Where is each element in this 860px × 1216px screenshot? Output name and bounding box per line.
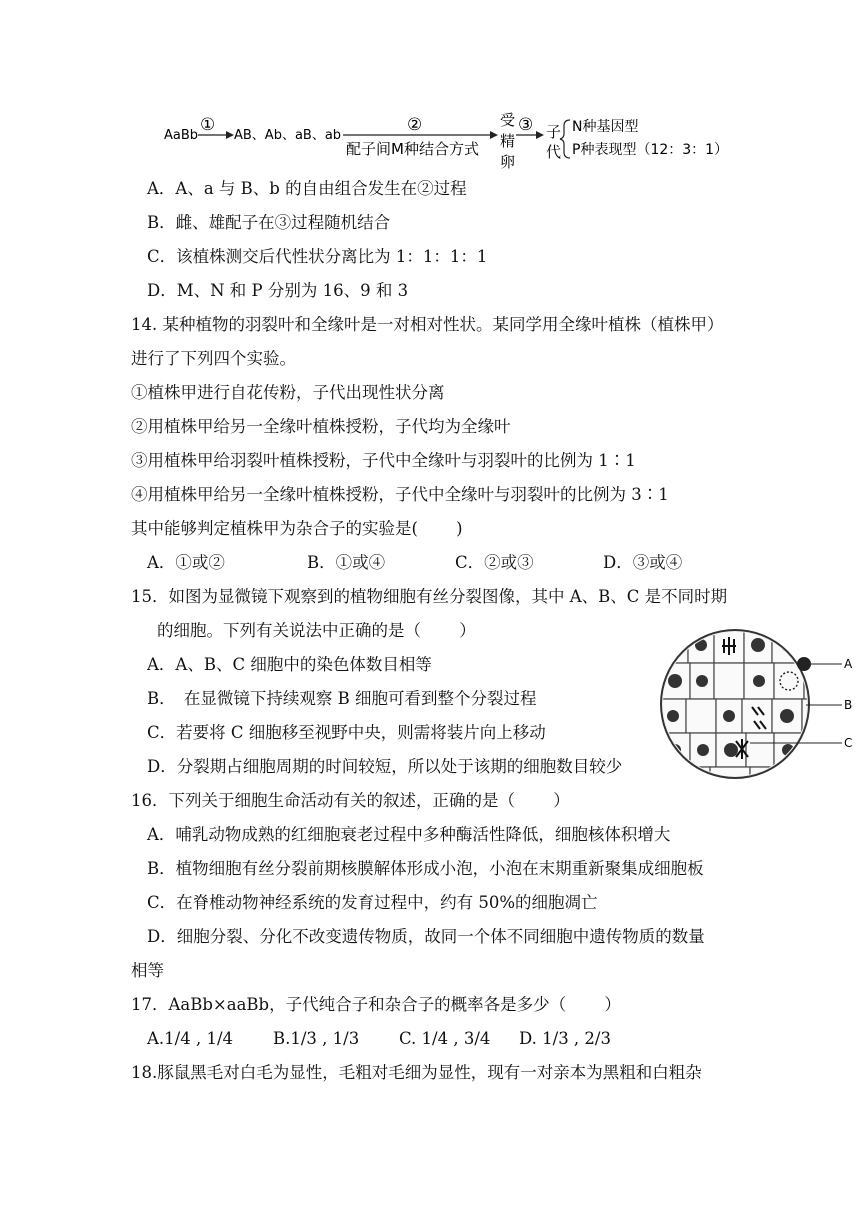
label-c: C <box>844 736 853 750</box>
q14-item-4: ④用植株甲给另一全缘叶植株授粉，子代中全缘叶与羽裂叶的比例为 3∶1 <box>131 485 669 504</box>
q15-stem-line1: 15．如图为显微镜下观察到的植物细胞有丝分裂图像，其中 A、B、C 是不同时期 <box>131 587 728 606</box>
fertilized-egg-2: 精 <box>500 132 516 150</box>
q14-item-3: ③用植株甲给羽裂叶植株授粉，子代中全缘叶与羽裂叶的比例为 1∶1 <box>131 451 636 470</box>
q17-option-a: A.1/4 , 1/4 <box>147 1029 234 1048</box>
q15-stem-line2: 的细胞。下列有关说法中正确的是（ ） <box>157 621 476 640</box>
q16-stem: 16．下列关于细胞生命活动有关的叙述，正确的是（ ） <box>131 791 570 810</box>
q15-option-d: D．分裂期占细胞周期的时间较短，所以处于该期的细胞数目较少 <box>147 757 623 776</box>
q14-option-d: D．③或④ <box>603 553 683 572</box>
genetics-flow-diagram <box>160 112 760 174</box>
q14-question: 其中能够判定植株甲为杂合子的实验是( ) <box>131 519 463 538</box>
fertilized-egg-1: 受 <box>500 112 516 129</box>
step1-marker: ① <box>200 115 216 135</box>
q13-option-b: B．雌、雄配子在③过程随机结合 <box>147 213 391 232</box>
q18-stem: 18.豚鼠黑毛对白毛为显性，毛粗对毛细为显性，现有一对亲本为黑粗和白粗杂 <box>131 1063 702 1082</box>
q13-option-a: A．A、a 与 B、b 的自由组合发生在②过程 <box>147 179 467 198</box>
step3-marker: ③ <box>518 115 534 135</box>
q17-stem: 17．AaBb×aaBb，子代纯合子和杂合子的概率各是多少（ ） <box>131 995 621 1014</box>
offspring-2: 代 <box>546 143 562 161</box>
genotype-count: N种基因型 <box>572 119 639 135</box>
arrow1-head <box>226 131 234 139</box>
phenotype-count: P种表现型（12：3：1） <box>572 142 729 158</box>
arrow2-head <box>490 131 498 139</box>
q16-option-a: A．哺乳动物成熟的红细胞衰老过程中多种酶活性降低，细胞核体积增大 <box>147 825 671 844</box>
parent-genotype: AaBb <box>164 128 199 143</box>
q14-option-a: A．①或② <box>147 553 225 572</box>
q15-option-a: A．A、B、C 细胞中的染色体数目相等 <box>147 655 432 674</box>
q17-option-d: D. 1/3 , 2/3 <box>519 1029 611 1048</box>
q14-stem-line2: 进行了下列四个实验。 <box>131 349 296 368</box>
q13-option-c: C．该植株测交后代性状分离比为 1：1：1：1 <box>147 247 488 266</box>
q17-options <box>147 1028 611 1050</box>
q16-option-d: D．细胞分裂、分化不改变遗传物质，故同一个体不同细胞中遗传物质的数量 <box>147 927 705 946</box>
q14-option-b: B．①或④ <box>307 553 386 572</box>
label-b: B <box>844 698 853 712</box>
q15-option-b: B． 在显微镜下持续观察 B 细胞可看到整个分裂过程 <box>147 689 537 708</box>
arrow3-head <box>536 131 544 139</box>
cell-a-nucleus <box>797 657 811 671</box>
gametes-list: AB、Ab、aB、ab <box>234 128 342 143</box>
offspring-brace <box>560 120 570 158</box>
q13-option-d: D．M、N 和 P 分别为 16、9 和 3 <box>147 281 409 300</box>
q15-option-c: C．若要将 C 细胞移至视野中央，则需将装片向上移动 <box>147 723 546 742</box>
q14-option-c: C．②或③ <box>455 553 534 572</box>
q17-option-b: B.1/3 , 1/3 <box>273 1029 360 1048</box>
mitosis-micrograph <box>660 619 860 789</box>
fertilized-egg-3: 卵 <box>500 153 516 171</box>
q14-item-1: ①植株甲进行自花传粉，子代出现性状分离 <box>131 383 445 402</box>
q14-item-2: ②用植株甲给另一全缘叶植株授粉，子代均为全缘叶 <box>131 417 511 436</box>
q16-option-b: B．植物细胞有丝分裂前期核膜解体形成小泡，小泡在末期重新聚集成细胞板 <box>147 859 704 878</box>
q16-option-c: C．在脊椎动物神经系统的发育过程中，约有 50%的细胞凋亡 <box>147 893 598 912</box>
step2-marker: ② <box>407 115 423 135</box>
q14-stem-line1: 14. 某种植物的羽裂叶和全缘叶是一对相对性状。某同学用全缘叶植株（植株甲） <box>131 315 724 334</box>
cell-a-metaphase <box>722 637 736 655</box>
label-a: A <box>844 657 853 671</box>
q17-option-c: C. 1/4 , 3/4 <box>399 1029 491 1048</box>
offspring-1: 子 <box>546 123 562 141</box>
q16-option-d-continuation: 相等 <box>131 961 164 980</box>
step2-label: 配子间M种结合方式 <box>346 140 479 158</box>
q14-options <box>147 552 682 574</box>
